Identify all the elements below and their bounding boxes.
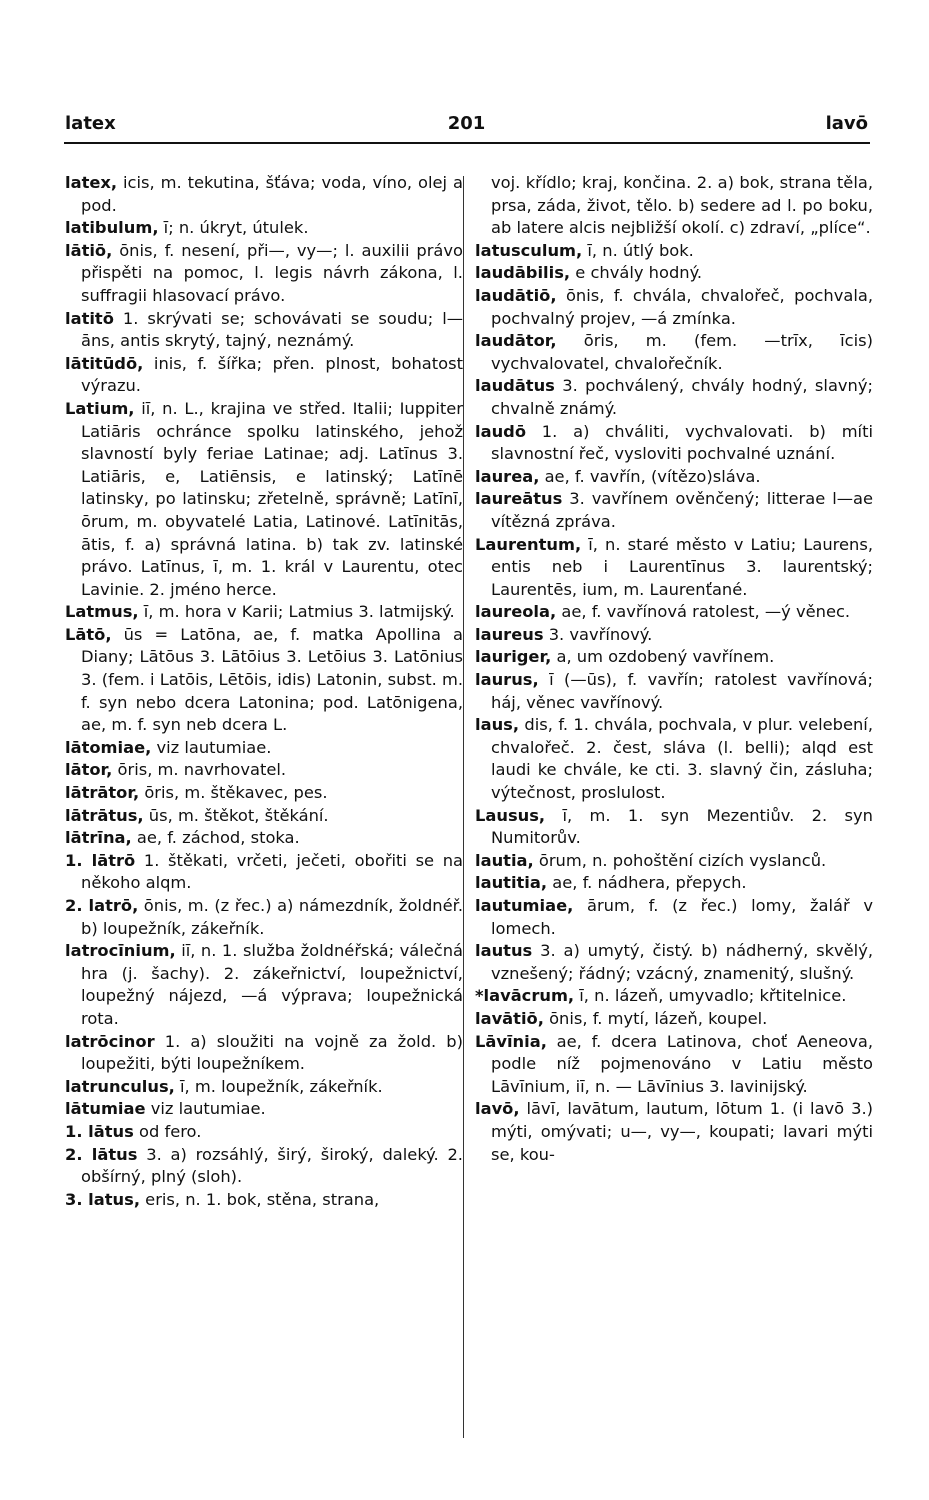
entry-definition: e chvály hodný. [570, 263, 703, 283]
left-column [65, 172, 463, 1440]
entry-headword: laus, [475, 715, 520, 735]
entry-headword: laudātus [475, 376, 555, 396]
entry-definition: ī (—ūs), f. vavřín; ratolest vavřínová; háj, věnec vavřínový. [491, 670, 873, 712]
entry-definition: icis, m. tekutina, šťáva; voda, víno, olej a pod. [81, 173, 463, 215]
dictionary-entry [475, 421, 873, 466]
entry-headword: latrōcinor [65, 1031, 155, 1051]
entry-headword: laureola, [475, 602, 557, 622]
entry-definition: ae, f. dcera Latinova, choť Aeneova, podle níž pojmenováno v Latiu město Lāvīnium, iī, n. — Lāvīnius 3. lavinijský. [491, 1031, 873, 1096]
entry-definition: 3. vavřínový. [543, 624, 653, 644]
entry-definition: dis, f. 1. chvála, pochvala, v plur. velebení, chvalořeč. 2. čest, sláva (l. belli); alqd est laudi ke chvále, ke cti. 3. slavný čin, zásluha; výtečnost, proslulost. [491, 715, 873, 803]
entry-headword: laudātiō, [475, 285, 557, 305]
entry-definition: ōrum, n. pohoštění cizích vyslanců. [533, 850, 827, 870]
dictionary-entry [475, 375, 873, 420]
dictionary-entry [475, 714, 873, 804]
entry-definition: 1. a) chváliti, vychvalovati. b) míti slavnostní řeč, vysloviti pochvalné uznání. [491, 421, 873, 464]
entry-definition: eris, n. 1. bok, stěna, strana, [140, 1189, 380, 1209]
entry-definition: a, um ozdobený vavřínem. [551, 647, 775, 667]
entry-headword: *lavācrum, [475, 986, 575, 1006]
dictionary-entry [475, 940, 873, 985]
entry-definition: ī, n. útlý bok. [582, 240, 694, 260]
entry-headword: 1. lātus [65, 1121, 134, 1141]
entry-definition: 1. skrývati se; schovávati se soudu; l—āns, antis skrytý, tajný, neznámý. [81, 308, 463, 351]
entry-headword: Lāvīnia, [475, 1031, 547, 1051]
dictionary-entry [65, 1098, 463, 1121]
entry-headword: lātor, [65, 760, 113, 780]
entry-headword: lātitūdō, [65, 353, 144, 373]
entry-definition: ōnis, f. chvála, chvalořeč, pochvala, pochvalný projev, —á zmínka. [491, 285, 873, 328]
entry-headword: lātomiae, [65, 737, 152, 757]
entry-definition: iī, n. L., krajina ve střed. Italii; Iuppiter Latiāris ochránce spolku latinského, jehož slavností byly feriae Latinae; adj. Latīnus 3. Latiāris, e, Latiēnsis, e latinský; Latīnē latinsky, po latinsku; zřetelně, správně; Latīnī, ōrum, m. obyvatelé Latia, Latinové. Latīnitās, ātis, f. a) správná latina. b) tak zv. latinské právo. Latīnus, ī, m. 1. král v Laurentu, otec Lavinie. 2. jméno herce. [81, 398, 463, 599]
dictionary-entry [65, 398, 463, 601]
dictionary-entry [475, 466, 873, 489]
dictionary-entry [475, 240, 873, 263]
entry-headword: 2. latrō, [65, 896, 139, 915]
entry-definition: 3. a) rozsáhlý, širý, široký, daleký. 2. obšírný, plný (sloh). [81, 1144, 463, 1187]
entry-headword: lauriger, [475, 647, 552, 667]
entry-definition: iī, n. 1. služba žoldnéřská; válečná hra (j. šachy). 2. zákeřnictví, loupežnictví, loupežný nájezd, —á výprava; loupežnická rota. [81, 941, 463, 1028]
entry-headword: lavō, [475, 1099, 520, 1119]
entry-headword: laudātor, [475, 331, 557, 351]
dictionary-entry [475, 534, 873, 602]
entry-headword: lātiō, [65, 240, 113, 260]
dictionary-entry [65, 1189, 463, 1212]
entry-definition: 1. a) sloužiti na vojně za žold. b) loupežiti, býti loupežníkem. [81, 1031, 463, 1074]
dictionary-entry [65, 240, 463, 308]
entry-definition: ī; n. úkryt, útulek. [158, 218, 309, 238]
dictionary-entry [475, 330, 873, 375]
entry-headword: laureus [475, 624, 544, 644]
entry-headword: lātrātor, [65, 783, 140, 803]
entry-headword: lautumiae, [475, 896, 574, 915]
entry-headword: Latium, [65, 398, 135, 418]
dictionary-entry [475, 895, 873, 940]
entry-definition: ōnis, f. mytí, lázeň, koupel. [543, 1008, 768, 1028]
dictionary-entry [65, 759, 463, 782]
dictionary-entry [475, 1008, 873, 1031]
entry-headword: laurus, [475, 670, 539, 690]
dictionary-entry [475, 872, 873, 895]
dictionary-entry [65, 172, 463, 217]
dictionary-entry [65, 1076, 463, 1099]
dictionary-entry [475, 262, 873, 285]
dictionary-entry [65, 782, 463, 805]
entry-headword: 2. lātus [65, 1144, 138, 1164]
entry-definition: ōnis, m. (z řec.) a) námezdník, žoldnéř. b) loupežník, zákeřník. [81, 896, 463, 938]
entry-definition: ae, f. nádhera, přepych. [547, 873, 747, 893]
entry-headword: laudō [475, 421, 526, 441]
entry-headword: latitō [65, 308, 114, 328]
dictionary-entry [65, 895, 463, 940]
dictionary-entry [65, 601, 463, 624]
entry-definition: viz lautumiae. [151, 737, 272, 757]
entry-definition: ae, f. vavřín, (vítězo)sláva. [539, 466, 761, 486]
entry-definition: viz lautumiae. [145, 1099, 266, 1119]
entry-definition: ī, n. lázeň, umyvadlo; křtitelnice. [574, 986, 847, 1006]
entry-headword: lātrātus, [65, 805, 144, 825]
dictionary-entry [475, 805, 873, 850]
entry-definition: ōnis, f. nesení, při—, vy—; l. auxilii právo přispěti na pomoc, l. legis návrh zákona, l. suffragii hlasovací právo. [81, 240, 463, 305]
dictionary-entry [65, 1144, 463, 1189]
entry-headword: latibulum, [65, 218, 159, 238]
entry-definition: ūs = Latōna, ae, f. matka Apollina a Diany; Lātōus 3. Lātōius 3. Letōius 3. Latōnius 3. (fem. i Latōis, Lētōis, idis) Latonin, subst. m. f. syn nebo dcera Latonina; pod. Latōnigena, ae, m. f. syn neb dcera L. [81, 624, 463, 735]
entry-headword: lātrīna, [65, 828, 132, 848]
dictionary-entry [65, 353, 463, 398]
dictionary-entry [475, 1098, 873, 1166]
entry-headword: 3. latus, [65, 1189, 140, 1209]
entry-definition: od fero. [133, 1121, 202, 1141]
dictionary-entry [475, 985, 873, 1008]
entry-definition: ōris, m. navrhovatel. [112, 760, 287, 780]
entry-definition: ī, n. staré město v Latiu; Laurens, entis neb i Laurentīnus 3. laurentský; Laurentēs, ium, m. Laurenťané. [491, 534, 873, 599]
entry-definition: ōris, m. štěkavec, pes. [139, 783, 328, 803]
dictionary-entry [65, 1031, 463, 1076]
entry-headword: Latmus, [65, 602, 139, 622]
dictionary-entry [65, 737, 463, 760]
dictionary-entry [475, 285, 873, 330]
page-number: 201 [447, 113, 486, 134]
entry-definition: ī, m. 1. syn Mezentiův. 2. syn Numitorův. [491, 805, 873, 848]
entry-definition: ae, f. vavřínová ratolest, —ý věnec. [556, 602, 851, 622]
entry-definition: 3. a) umytý, čistý. b) nádherný, skvělý, vznešený; řádný; vzácný, znamenitý, slušný. [491, 941, 873, 983]
dictionary-entry [65, 827, 463, 850]
right-column [475, 172, 873, 1440]
dictionary-entry [65, 217, 463, 240]
dictionary-entry [475, 624, 873, 647]
entry-headword: laudābilis, [475, 263, 571, 283]
entry-headword: laurea, [475, 466, 540, 486]
entry-definition: voj. křídlo; kraj, končina. 2. a) bok, strana těla, prsa, záda, život, tělo. b) sedere ad l. po boku, ab latere alcis nejbližší okolí. c) zdraví, „plíce“. [491, 173, 873, 238]
dictionary-entry [475, 669, 873, 714]
dictionary-entry [475, 488, 873, 533]
dictionary-entry [65, 308, 463, 353]
entry-headword: laureātus [475, 489, 563, 509]
entry-headword: latex, [65, 173, 118, 192]
entry-definition: ī, m. hora v Karii; Latmius 3. latmijský. [138, 602, 455, 622]
entry-definition: 3. pochválený, chvály hodný, slavný; chvalně známý. [491, 376, 873, 418]
dictionary-entry [475, 1031, 873, 1099]
entry-definition: ae, f. záchod, stoka. [131, 828, 300, 848]
entry-headword: 1. lātrō [65, 850, 136, 870]
column-divider [463, 176, 464, 1438]
entry-definition: ōris, m. (fem. —trīx, īcis) vychvalovatel, chvalořečník. [491, 331, 873, 373]
entry-definition: ūs, m. štěkot, štěkání. [143, 805, 329, 825]
dictionary-entry [65, 940, 463, 1030]
entry-headword: lautus [475, 941, 533, 961]
entry-headword: Laurentum, [475, 534, 582, 554]
entry-headword: latrunculus, [65, 1076, 175, 1096]
entry-headword: lātumiae [65, 1099, 146, 1119]
entry-headword: latusculum, [475, 240, 583, 260]
entry-headword: latrocīnium, [65, 941, 176, 961]
dictionary-entry [475, 646, 873, 669]
running-head-left: latex [65, 113, 116, 134]
entry-headword: Lātō, [65, 624, 112, 644]
page-header [65, 113, 868, 143]
entry-definition: 3. vavřínem ověnčený; litterae l—ae vítězná zpráva. [491, 489, 873, 531]
entry-definition: ī, m. loupežník, zákeřník. [174, 1076, 383, 1096]
dictionary-entry [475, 601, 873, 624]
entry-definition: lāvī, lavātum, lautum, lōtum 1. (i lavō 3.) mýti, omývati; u—, vy—, koupati; lavari mýti se, kou- [491, 1099, 873, 1164]
entry-headword: lautia, [475, 850, 534, 870]
entry-headword: Lausus, [475, 805, 546, 825]
dictionary-entry [65, 805, 463, 828]
entry-headword: lavātiō, [475, 1008, 544, 1028]
entry-definition: inis, f. šířka; přen. plnost, bohatost výrazu. [81, 353, 463, 396]
header-rule [64, 142, 870, 144]
dictionary-entry [65, 624, 463, 737]
dictionary-entry [65, 1121, 463, 1144]
dictionary-entry [65, 850, 463, 895]
running-head-right: lavō [825, 113, 868, 134]
dictionary-entry [475, 172, 873, 240]
dictionary-entry [475, 850, 873, 873]
entry-definition: 1. štěkati, vrčeti, ječeti, obořiti se na někoho alqm. [81, 850, 463, 893]
entry-headword: lautitia, [475, 873, 548, 893]
entry-definition: ārum, f. (z řec.) lomy, žalář v lomech. [491, 896, 873, 938]
